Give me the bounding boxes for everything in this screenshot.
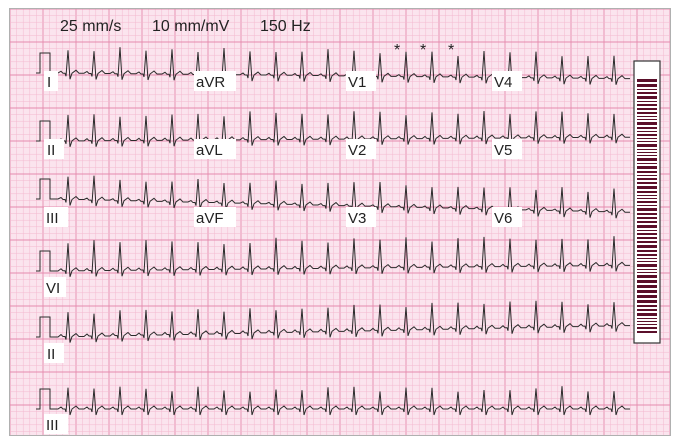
barcode-bar <box>637 108 657 110</box>
barcode-bar <box>637 116 657 117</box>
barcode-bar <box>637 163 657 164</box>
rhythm-label-II: II <box>47 346 56 363</box>
ecg-svg <box>10 9 670 435</box>
barcode-bar <box>637 245 657 248</box>
barcode-bar <box>637 261 657 262</box>
barcode-bar <box>637 138 657 139</box>
barcode-bar <box>637 217 657 219</box>
barcode-bar <box>637 205 657 206</box>
barcode-bar <box>637 158 657 161</box>
barcode-bar <box>637 191 657 193</box>
barcode-bar <box>637 254 657 256</box>
barcode-bar <box>637 79 657 82</box>
barcode-bar <box>637 233 657 235</box>
barcode-bar <box>637 327 657 329</box>
barcode-bar <box>637 152 657 153</box>
barcode-bar <box>637 285 657 288</box>
barcode-bar <box>637 264 657 267</box>
barcode-bar <box>637 89 657 90</box>
barcode-bar <box>637 166 657 169</box>
lead-label-V1: V1 <box>348 74 367 91</box>
barcode-bar <box>637 92 657 94</box>
barcode-bar <box>637 141 657 142</box>
barcode-bar <box>637 119 657 120</box>
header-filter: 150 Hz <box>260 18 311 35</box>
barcode-bar <box>637 309 657 311</box>
ecg-sheet <box>9 8 671 436</box>
ecg-grid <box>10 9 670 435</box>
lead-label-V5: V5 <box>494 142 513 159</box>
lead-label-V2: V2 <box>348 142 367 159</box>
barcode-bar <box>637 321 657 322</box>
barcode-bar <box>637 104 657 106</box>
barcode-bar <box>637 144 657 147</box>
barcode-bar <box>637 96 657 99</box>
barcode-bar <box>637 122 657 125</box>
lead-label-aVR: aVR <box>196 74 226 91</box>
barcode-bar <box>637 295 657 298</box>
barcode-bar <box>637 178 657 180</box>
pwave-marker: * <box>394 42 401 59</box>
lead-label-V3: V3 <box>348 210 367 227</box>
barcode-bar <box>637 241 657 243</box>
barcode-bar <box>637 318 657 319</box>
lead-label-V4: V4 <box>494 74 513 91</box>
lead-label-group <box>44 71 58 91</box>
lead-label-V6: V6 <box>494 210 513 227</box>
barcode-bar <box>637 112 657 114</box>
barcode-bar <box>637 155 657 156</box>
header-gain: 10 mm/mV <box>152 18 230 35</box>
barcode-bar <box>637 127 657 129</box>
barcode-bar <box>637 313 657 316</box>
barcode-bar <box>637 269 657 270</box>
lead-label-I: I <box>47 74 52 91</box>
barcode-bar <box>637 225 657 228</box>
barcode-bar <box>637 331 657 333</box>
pwave-marker: * <box>420 42 427 59</box>
barcode-bar <box>637 186 657 189</box>
barcode-bar <box>637 258 657 259</box>
barcode-bar <box>637 272 657 273</box>
barcode-bar <box>637 213 657 215</box>
header-speed: 25 mm/s <box>60 18 122 35</box>
barcode-bar <box>637 324 657 325</box>
barcode-bar <box>637 305 657 307</box>
lead-label-II: II <box>47 142 56 159</box>
barcode-bar <box>637 171 657 173</box>
barcode-bar <box>637 250 657 252</box>
lead-label-aVL: aVL <box>196 142 223 159</box>
barcode-bar <box>637 280 657 283</box>
barcode-bar <box>637 230 657 231</box>
barcode-bar <box>637 131 657 132</box>
barcode-bar <box>637 198 657 199</box>
barcode-bar <box>637 208 657 211</box>
barcode-bar <box>637 290 657 293</box>
barcode-bar <box>637 195 657 196</box>
rhythm-label-III: III <box>46 417 59 434</box>
rhythm-label-VI: VI <box>46 280 61 297</box>
lead-label-aVF: aVF <box>196 210 224 227</box>
barcode-bar <box>637 149 657 150</box>
barcode-bar <box>637 221 657 223</box>
barcode-bar <box>637 134 657 136</box>
barcode-bar <box>637 201 657 203</box>
barcode-bar <box>637 101 657 102</box>
barcode-strip <box>634 61 660 343</box>
lead-label-III: III <box>46 210 59 227</box>
barcode-bar <box>637 300 657 303</box>
pwave-marker: * <box>448 42 455 59</box>
barcode-bar <box>637 275 657 278</box>
barcode-bar <box>637 182 657 184</box>
barcode-bar <box>637 84 657 87</box>
barcode-bar <box>637 175 657 176</box>
barcode-bar <box>637 237 657 239</box>
